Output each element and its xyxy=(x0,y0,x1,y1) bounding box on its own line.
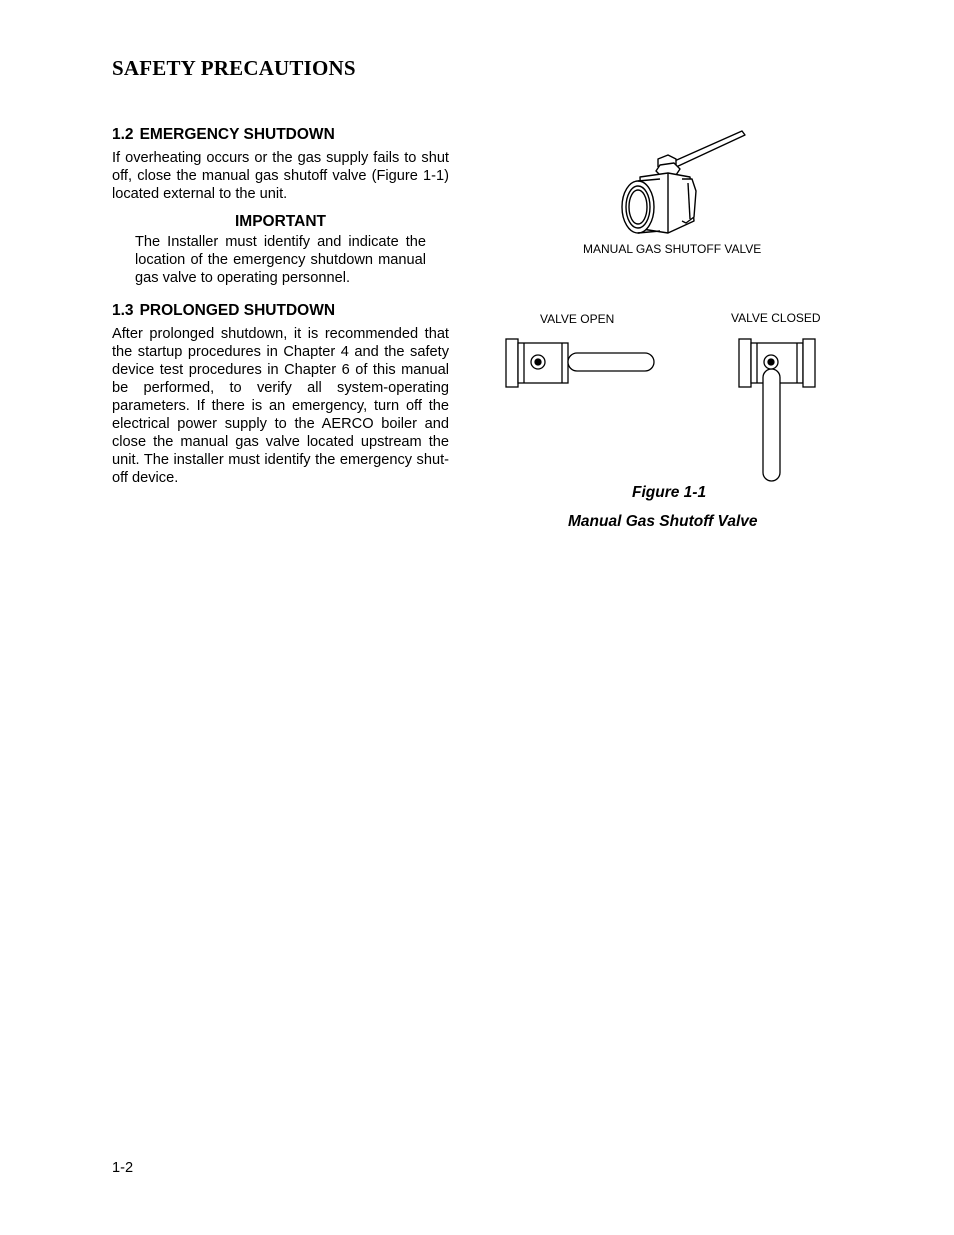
section-heading-prolonged xyxy=(112,301,449,320)
important-title: IMPORTANT xyxy=(235,213,326,230)
valve-closed-illustration xyxy=(735,335,825,485)
section-title: EMERGENCY SHUTDOWN xyxy=(139,126,335,143)
section-number: 1.3 xyxy=(112,302,134,319)
figure-caption: Manual Gas Shutoff Valve xyxy=(568,513,758,530)
page-title: SAFETY PRECAUTIONS xyxy=(112,56,356,80)
valve-closed-label: VALVE CLOSED xyxy=(731,311,821,325)
section-number: 1.2 xyxy=(112,126,134,143)
important-note xyxy=(135,212,426,287)
valve-open-label: VALVE OPEN xyxy=(540,312,615,326)
emergency-shutdown-paragraph: If overheating occurs or the gas supply fails to shut off, close the manual gas shutoff valve (Figure 1-1) located external to the unit. xyxy=(112,150,449,202)
valve-open-illustration xyxy=(502,335,662,395)
figure-number: Figure 1-1 xyxy=(632,484,707,501)
body-text-column xyxy=(112,125,449,487)
section-title: PROLONGED SHUTDOWN xyxy=(139,302,336,319)
figure-manual-gas-shutoff-valve xyxy=(490,120,850,550)
prolonged-shutdown-paragraph: After prolonged shutdown, it is recommended that the startup procedures in Chapter 4 and the safety device test procedures in Chapter 6 of this manual be performed, to verify all system-operating parameters. If there is an emergency, turn off the electrical power supply to the AERCO boiler and close the manual gas valve located upstream the unit. The installer must identify the emergency shut-off device. xyxy=(112,326,449,486)
important-note-text: The Installer must identify and indicate the location of the emergency shutdown manual gas valve to operating personnel. xyxy=(135,234,426,286)
ball-valve-illustration xyxy=(620,125,750,240)
valve-label: MANUAL GAS SHUTOFF VALVE xyxy=(583,242,762,256)
section-heading-emergency xyxy=(112,125,449,144)
page-number: 1-2 xyxy=(112,1160,134,1176)
